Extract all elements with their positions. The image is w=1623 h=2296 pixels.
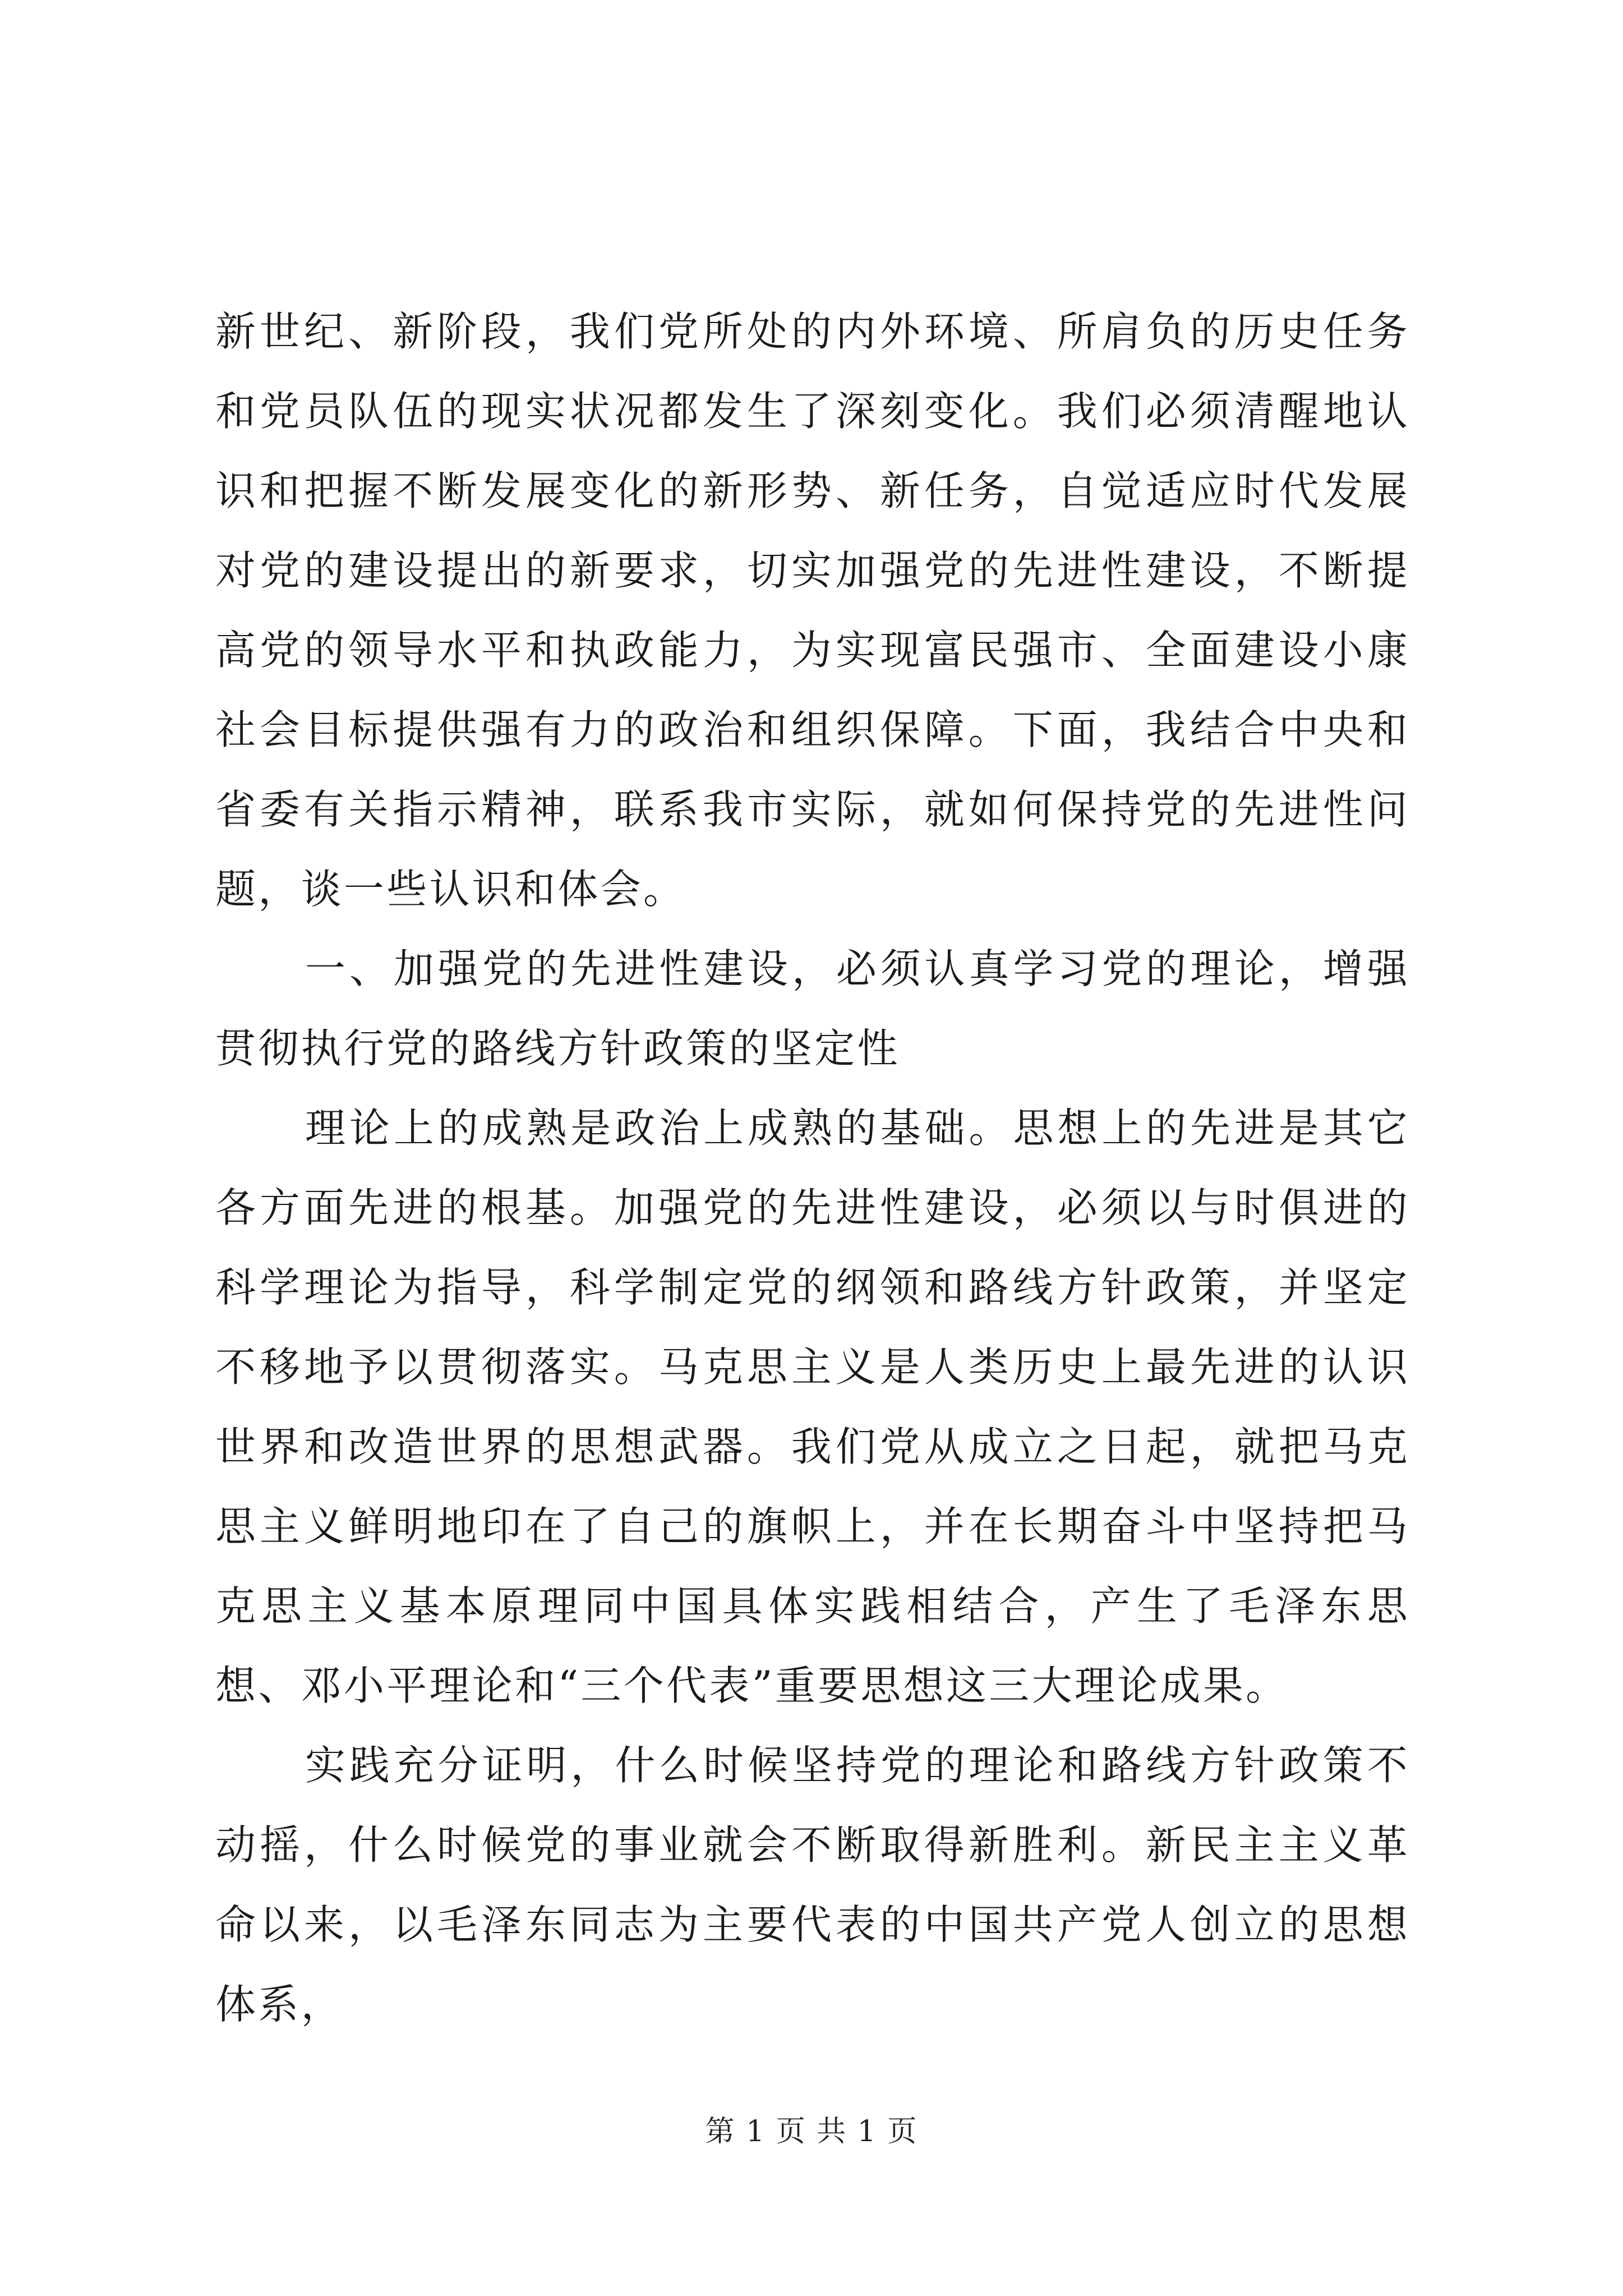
document-body	[215, 292, 1410, 2044]
paragraph-intro: 新世纪、新阶段，我们党所处的内外环境、所肩负的历史任务和党员队伍的现实状况都发生了深刻变化。我们必须清醒地认识和把握不断发展变化的新形势、新任务，自觉适应时代发展对党的建设提出的新要求，切实加强党的先进性建设，不断提高党的领导水平和执政能力，为实现富民强市、全面建设小康社会目标提供强有力的政治和组织保障。下面，我结合中央和省委有关指示精神，联系我市实际，就如何保持党的先进性问题，谈一些认识和体会。	[215, 308, 1410, 913]
page-footer: 第 1 页 共 1 页	[705, 2115, 918, 2148]
paragraph-theory: 理论上的成熟是政治上成熟的基础。思想上的先进是其它各方面先进的根基。加强党的先进性建设，必须以与时俱进的科学理论为指导，科学制定党的纲领和路线方针政策，并坚定不移地予以贯彻落实。马克思主义是人类历史上最先进的认识世界和改造世界的思想武器。我们党从成立之日起，就把马克思主义鲜明地印在了自己的旗帜上，并在长期奋斗中坚持把马克思主义基本原理同中国具体实践相结合，产生了毛泽东思想、邓小平理论和“三个代表”重要思想这三大理论成果。	[215, 1105, 1410, 1709]
section-heading-1: 一、加强党的先进性建设，必须认真学习党的理论，增强贯彻执行党的路线方针政策的坚定性	[215, 945, 1410, 1072]
paragraph-practice: 实践充分证明，什么时候坚持党的理论和路线方针政策不动摇，什么时候党的事业就会不断取得新胜利。新民主主义革命以来，以毛泽东同志为主要代表的中国共产党人创立的思想体系，	[215, 1742, 1410, 2028]
